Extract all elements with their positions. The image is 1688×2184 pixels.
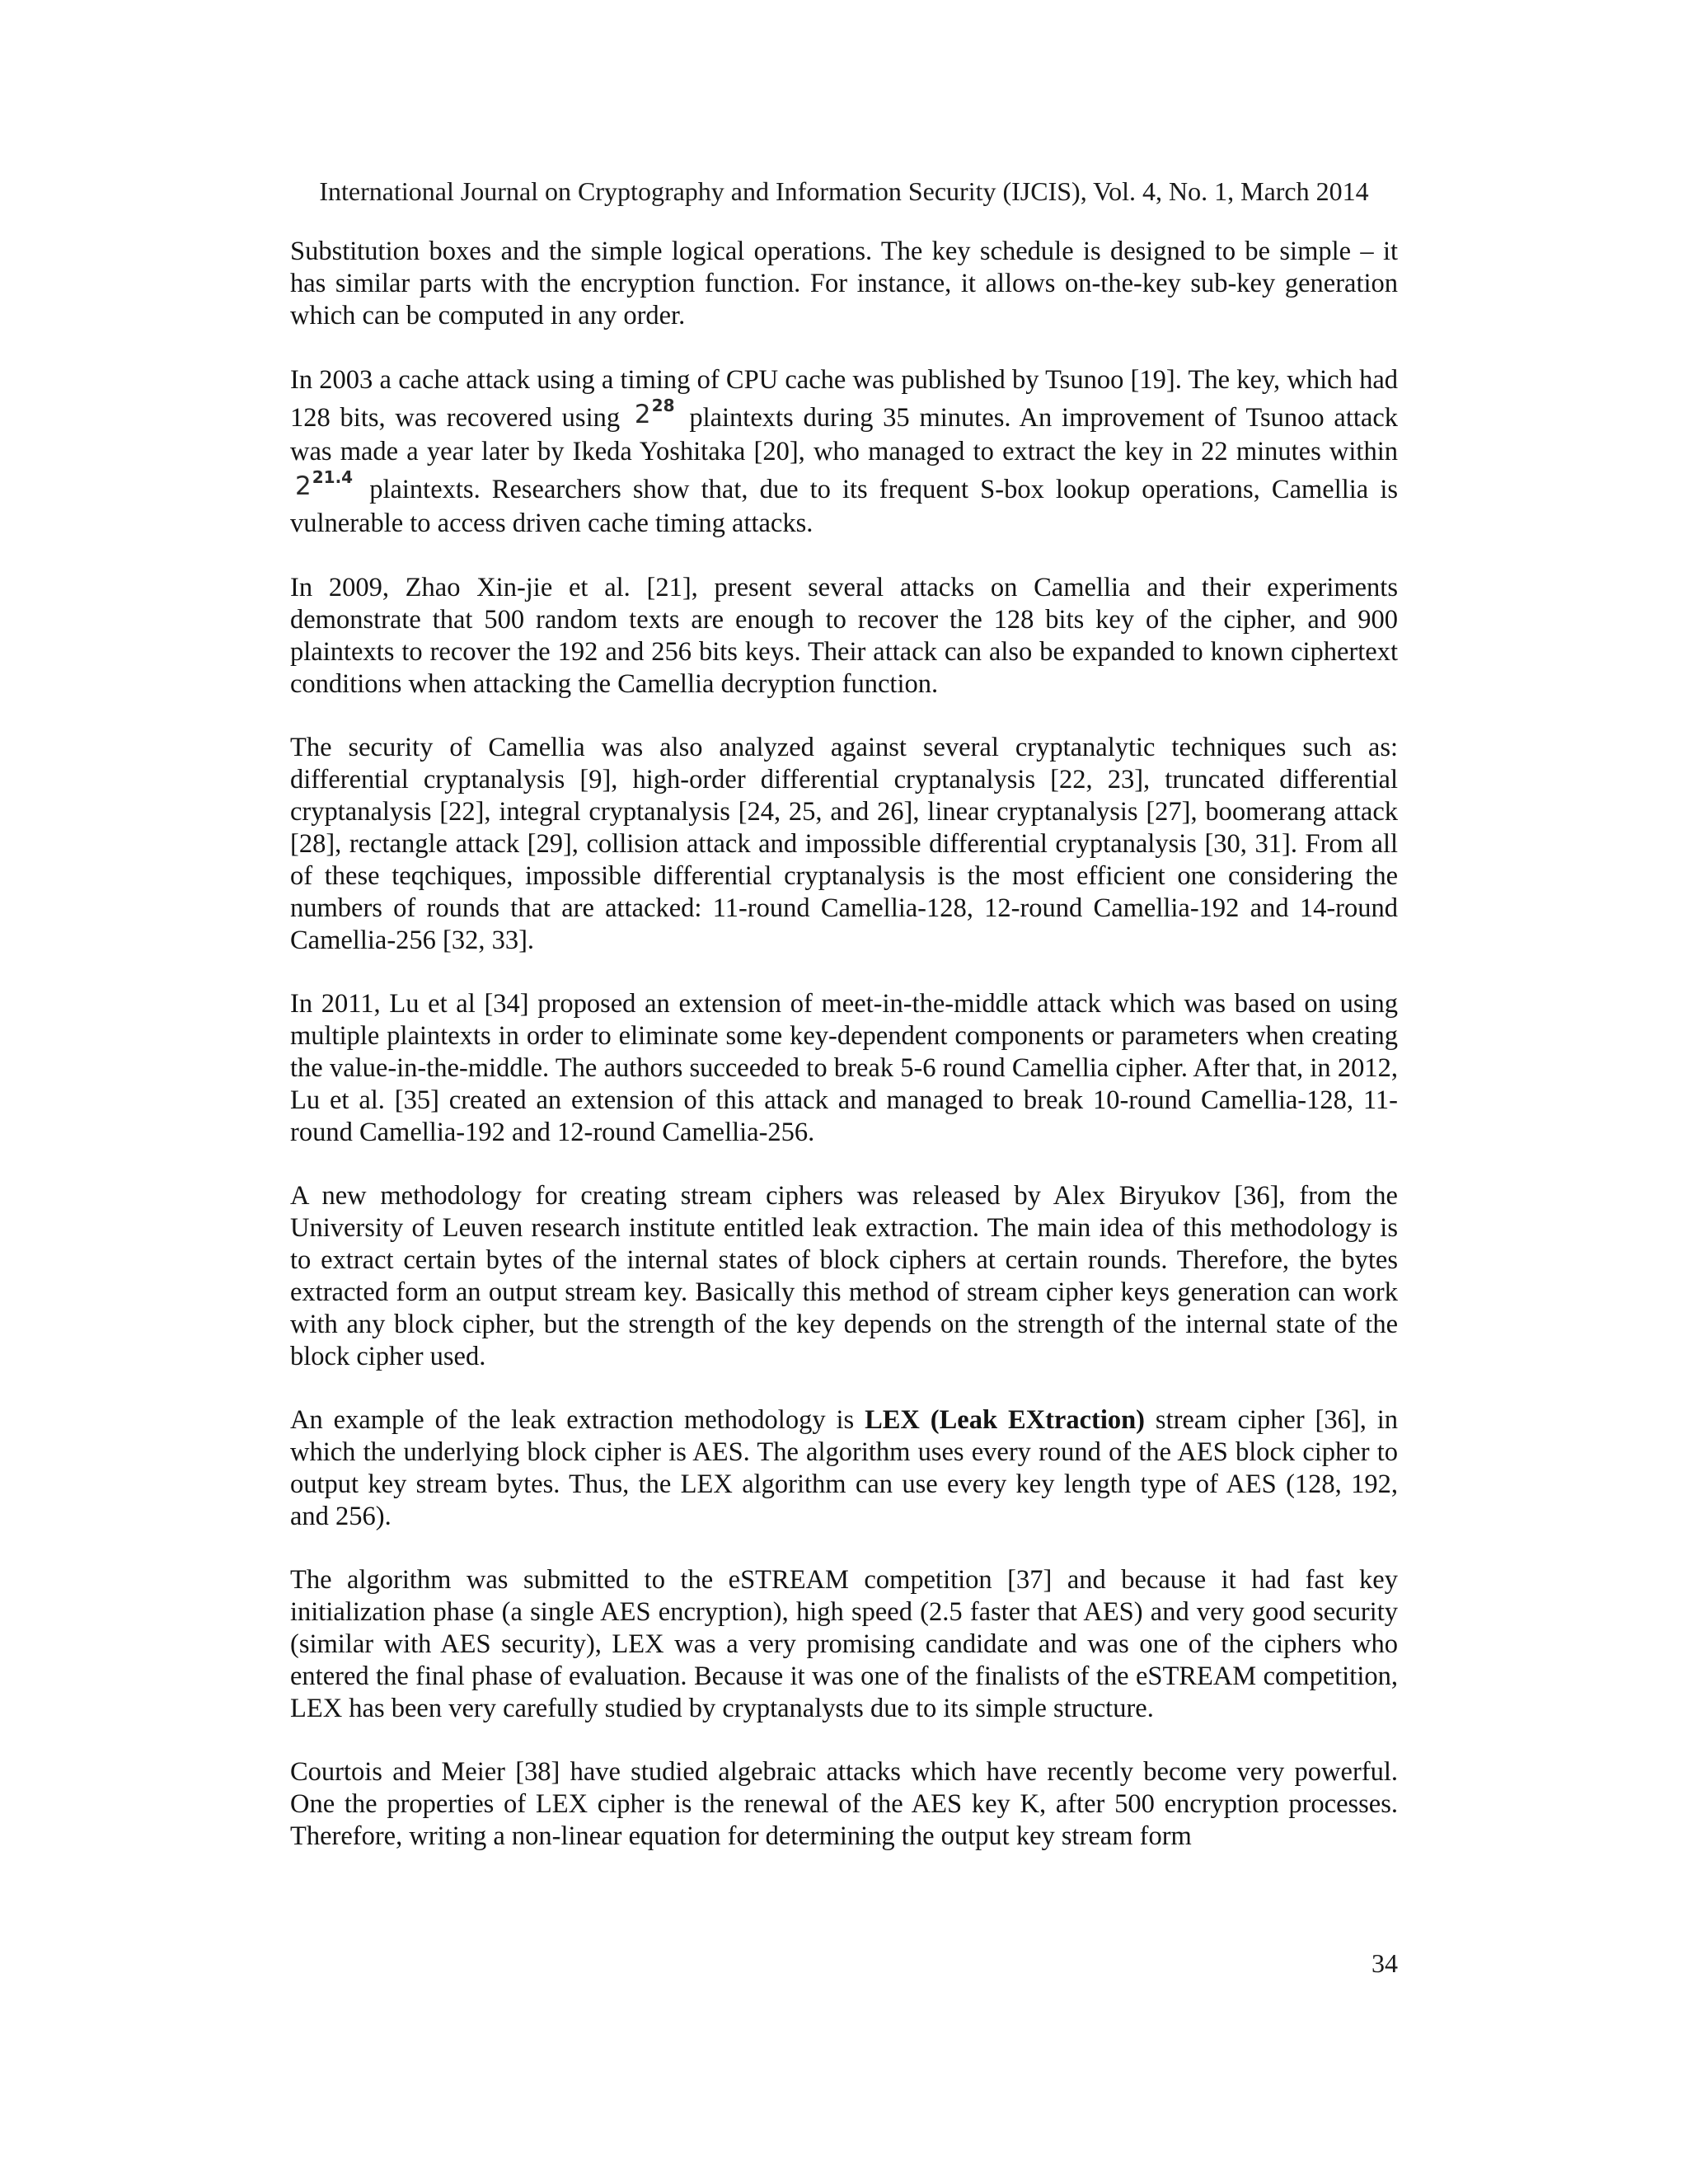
paragraph-estream: The algorithm was submitted to the eSTREAM competition [37] and because it had fast key initialization phase (a single AES encryption), high speed (2.5 faster that AES) and very good security (similar with AES security), LEX was a very promising candidate and was one of the ciphers who entered the final phase of evaluation. Because it was one of the finalists of the eSTREAM competition, LEX has been very carefully studied by cryptanalysts due to its simple structure. — [290, 1565, 1398, 1723]
paragraph-algebraic-attacks: Courtois and Meier [38] have studied algebraic attacks which have recently become very powerful. One the properties of LEX cipher is the renewal of the AES key K, after 500 encryption processes. Therefore, writing a non-linear equation for determining the output key stream form — [290, 1757, 1398, 1851]
power-exponent: 28 — [651, 396, 675, 415]
paragraph-meet-in-the-middle: In 2011, Lu et al [34] proposed an extension of meet-in-the-middle attack which was based on using multiple plaintexts in order to eliminate some key-dependent components or parameters when creating the value-in-the-middle. The authors succeeded to break 5-6 round Camellia cipher. After that, in 2012, Lu et al. [35] created an extension of this attack and managed to break 10-round Camellia-128, 11-round Camellia-192 and 12-round Camellia-256. — [290, 989, 1398, 1147]
paragraph-cache-attack — [290, 363, 1398, 541]
page-number: 34 — [1372, 1948, 1398, 1978]
lex-text-1: An example of the leak extraction methodology is — [290, 1405, 855, 1435]
power-of-two-expression — [290, 469, 358, 499]
power-base: 2 — [295, 471, 312, 501]
paragraph-lex-example — [290, 1404, 1398, 1533]
paragraph-zhao-attacks: In 2009, Zhao Xin-jie et al. [21], present several attacks on Camellia and their experiments demonstrate that 500 random texts are enough to recover the 128 bits key of the cipher, and 900 plaintexts to recover the 192 and 256 bits keys. Their attack can also be expanded to known ciphertext conditions when attacking the Camellia decryption function. — [290, 573, 1398, 699]
cache-attack-text-1: In 2003 a cache attack using a timing of CPU cache was published by Tsunoo [19]. The key, which had 128 bits, was recovered using — [290, 365, 1398, 433]
power-of-two-expression — [630, 397, 680, 428]
power-exponent: 21.4 — [312, 467, 354, 487]
cache-attack-text-2: plaintexts during 35 minutes. An improvement of Tsunoo attack was made a year later by Ikeda Yoshitaka [20], who managed to extract the key in 22 minutes within — [290, 403, 1399, 466]
cache-attack-text-3: plaintexts. Researchers show that, due to its frequent S-box lookup operations, Camellia is vulnerable to access driven cache timing attacks. — [290, 475, 1399, 538]
power-base: 2 — [634, 400, 651, 429]
article-body — [290, 236, 1398, 1884]
lex-text-2: stream cipher [36], in which the underlying block cipher is AES. The algorithm uses every round of the AES block cipher to output key stream bytes. Thus, the LEX algorithm can use every key length type of AES (128, 192, and 256). — [290, 1405, 1399, 1531]
paragraph-leak-extraction: A new methodology for creating stream ciphers was released by Alex Biryukov [36], from the University of Leuven research institute entitled leak extraction. The main idea of this methodology is to extract certain bytes of the internal states of block ciphers at certain rounds. Therefore, the bytes extracted form an output stream key. Basically this method of stream cipher keys generation can work with any block cipher, but the strength of the key depends on the strength of the internal state of the block cipher used. — [290, 1181, 1398, 1371]
lex-term: LEX (Leak EXtraction) — [865, 1405, 1146, 1435]
running-header: International Journal on Cryptography and Information Security (IJCIS), Vol. 4, No. 1, March 2014 — [319, 176, 1369, 206]
paragraph-cryptanalytic-techniques: The security of Camellia was also analyzed against several cryptanalytic techniques such as: differential cryptanalysis [9], high-order differential cryptanalysis [22, 23], truncated differential cryptanalysis [22], integral cryptanalysis [24, 25, and 26], linear cryptanalysis [27], boomerang attack [28], rectangle attack [29], collision attack and impossible differential cryptanalysis [30, 31]. From all of these teqchiques, impossible differential cryptanalysis is the most efficient one considering the numbers of rounds that are attacked: 11-round Camellia-128, 12-round Camellia-192 and 14-round Camellia-256 [32, 33]. — [290, 733, 1398, 955]
paragraph-key-schedule: Substitution boxes and the simple logical operations. The key schedule is designed to be simple – it has similar parts with the encryption function. For instance, it allows on-the-key sub-key generation which can be computed in any order. — [290, 237, 1398, 330]
